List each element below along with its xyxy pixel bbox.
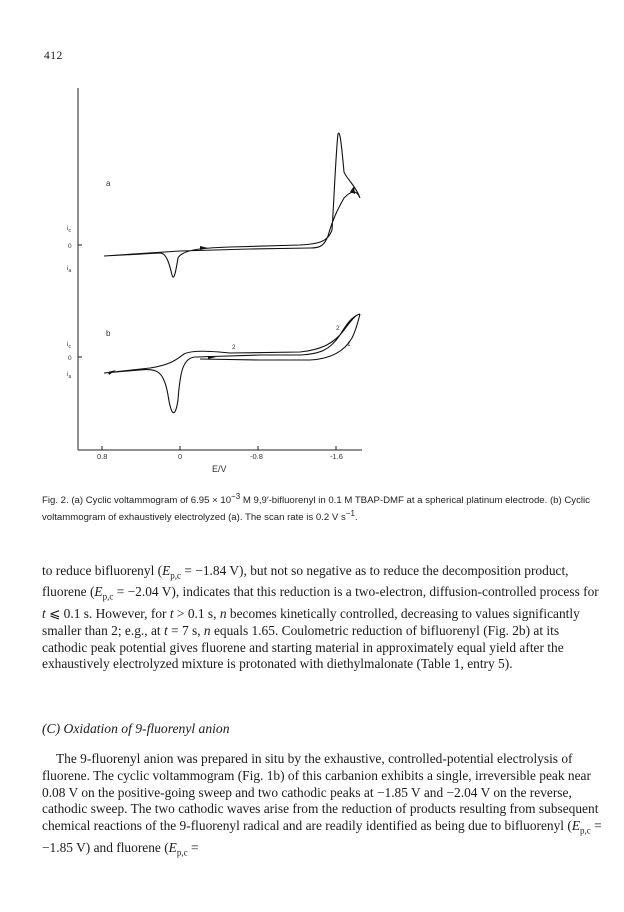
- curve-label-2-mid: 2: [232, 344, 236, 351]
- figure-caption: [42, 490, 602, 524]
- panel-a-ic: $i_c$: [67, 225, 71, 234]
- section-heading: (C) Oxidation of 9-fluorenyl anion: [42, 721, 230, 736]
- p2-epsub: p,c: [580, 825, 591, 836]
- p1-f: becomes kinetically controlled, decreasing to values significantly smaller than 2; e.g., at: [42, 605, 580, 638]
- x-tick-label-2: 0: [178, 452, 183, 461]
- p1-n: n: [219, 605, 227, 621]
- x-tick-label-1: 0.8: [97, 452, 108, 461]
- p1-ep: E: [162, 563, 171, 578]
- p1-epsub: p,c: [170, 570, 182, 581]
- p2-a: The 9-fluorenyl anion was prepared in situ by the exhaustive, controlled-potential electrolysis of fluorene. The cyclic voltammogram (Fig. 1b) of this carbanion exhibits a single, irreversible peak near 0.08 V on the positive-going sweep and two cathodic peaks at −1.85 V and −2.04 V on the reverse, cathodic sweep. The two cathodic waves arise from the reduction of products resulting from subsequent chemical reactions of the 9-fluorenyl radical and are readily identified as being due to bifluorenyl (: [42, 751, 599, 834]
- p2-ep: E: [571, 818, 581, 834]
- caption-text-c: .: [354, 512, 358, 524]
- curve-label-1-end: 1: [347, 341, 351, 348]
- p1-b: = −1.84 V), but not so negative as to reduce the decomposition product, fluorene (: [42, 563, 569, 600]
- page-number: 412: [44, 50, 63, 62]
- caption-sup-a: −3: [231, 492, 241, 501]
- p1-t: t: [42, 605, 46, 621]
- p1-c: = −2.04 V), indicates that this reduction is a two-electron, diffusion-controlled process for: [113, 584, 599, 600]
- p1-a: to reduce bifluorenyl (: [42, 563, 163, 578]
- panel-b-ic: $i_c$: [67, 341, 71, 350]
- panel-a-arrow: [200, 246, 208, 250]
- p1-d: ⩽ 0.1 s. However, for: [45, 605, 170, 621]
- panel-a-zero: 0: [68, 243, 72, 250]
- panel-b-ia: $i_a$: [67, 371, 72, 380]
- panel-b-curve: [104, 314, 360, 413]
- x-tick-label-4: -1.6: [330, 452, 343, 461]
- p1-e: > 0.1 s,: [173, 605, 220, 621]
- p1-ep-2: E: [94, 584, 103, 600]
- caption-text-a: (a) Cyclic voltammogram of 6.95 × 10: [68, 495, 232, 507]
- paragraph-2: [42, 751, 602, 861]
- caption-fig-label: Fig. 2.: [42, 495, 69, 507]
- p1-n-2: n: [203, 622, 211, 638]
- panel-a-label: a: [106, 179, 111, 188]
- p1-h: equals 1.65. Coulometric reduction of bifluorenyl (Fig. 2b) at its cathodic peak potential gives fluorene and starting material in approximately equal yield after the exhaustively electrolyzed mixture is protonated with diethylmalonate (Table 1, entry 5).: [42, 622, 564, 672]
- p2-epsub-2: p,c: [176, 847, 188, 858]
- panel-a-ia: $i_a$: [67, 265, 72, 274]
- curve-label-2-end: 2: [336, 325, 340, 332]
- panel-b-label: b: [106, 329, 111, 338]
- caption-text-b: M 9,9′-bifluorenyl in 0.1 M TBAP-DMF at a spherical platinum electrode. (b) Cyclic voltammogram of exhaustively electrolyzed (a). The scan rate is 0.2 V s: [42, 495, 590, 524]
- p1-t-3: t: [163, 622, 168, 638]
- p1-epsub-2: p,c: [102, 592, 114, 603]
- panel-a-curve: [104, 133, 360, 277]
- p2-c: =: [187, 839, 199, 855]
- p2-ep-2: E: [168, 839, 177, 855]
- paragraph-1: [42, 563, 602, 673]
- x-ticks: [102, 446, 336, 450]
- p2-b: = −1.85 V) and fluorene (: [42, 818, 602, 855]
- x-tick-label-3: -0.8: [250, 452, 263, 461]
- p1-g: = 7 s,: [167, 622, 204, 638]
- caption-sup-b: −1: [345, 509, 355, 519]
- panel-b-zero: 0: [68, 355, 72, 362]
- p1-t-2: t: [169, 605, 174, 621]
- x-axis-label: E/V: [212, 464, 227, 474]
